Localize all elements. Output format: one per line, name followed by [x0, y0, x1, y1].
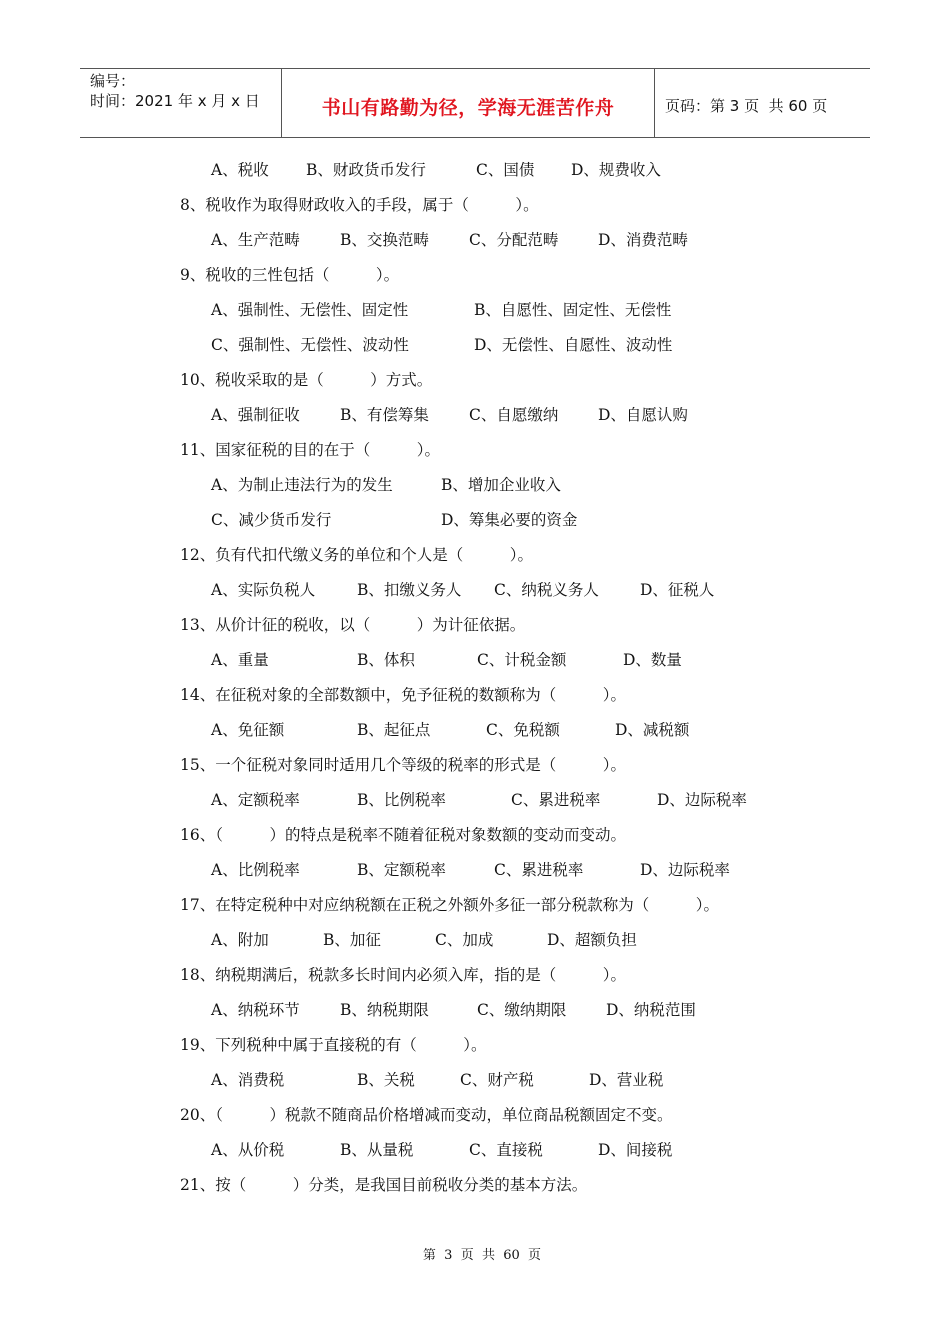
question-stem: 15、一个征税对象同时适用几个等级的税率的形式是（ ）。: [180, 756, 626, 774]
header-meta: [80, 69, 281, 137]
answer-option: C、减少货币发行: [211, 511, 332, 529]
answer-option: B、体积: [357, 651, 415, 669]
answer-option: C、缴纳期限: [477, 1001, 567, 1019]
question-stem: 11、国家征税的目的在于（ ）。: [180, 441, 440, 459]
answer-option: B、定额税率: [357, 861, 446, 879]
answer-option: D、营业税: [589, 1071, 664, 1089]
answer-option: A、税收: [211, 161, 269, 179]
answer-option: C、直接税: [469, 1141, 543, 1159]
question-stem: 12、负有代扣代缴义务的单位和个人是（ ）。: [180, 546, 533, 564]
answer-option: A、定额税率: [211, 791, 300, 809]
option-row: [180, 468, 820, 503]
answer-option: D、征税人: [640, 581, 715, 599]
answer-option: A、生产范畴: [211, 231, 300, 249]
question-stem: 18、纳税期满后，税款多长时间内必须入库，指的是（ ）。: [180, 966, 626, 984]
option-row: [180, 643, 820, 678]
answer-option: D、间接税: [598, 1141, 673, 1159]
answer-option: A、附加: [211, 931, 269, 949]
question-stem: 8、税收作为取得财政收入的手段，属于（ ）。: [180, 196, 539, 214]
answer-option: B、起征点: [357, 721, 431, 739]
answer-option: D、筹集必要的资金: [441, 511, 578, 529]
answer-option: A、重量: [211, 651, 269, 669]
document-number-label: 编号：: [90, 72, 136, 90]
option-row: [180, 328, 820, 363]
page-footer: [0, 1244, 950, 1263]
answer-option: B、增加企业收入: [441, 476, 561, 494]
option-row: [180, 1063, 820, 1098]
answer-option: A、比例税率: [211, 861, 300, 879]
answer-option: A、为制止违法行为的发生: [211, 476, 393, 494]
question-stem: 14、在征税对象的全部数额中，免予征税的数额称为（ ）。: [180, 686, 626, 704]
answer-option: C、自愿缴纳: [469, 406, 559, 424]
answer-option: D、纳税范围: [606, 1001, 696, 1019]
option-row: [180, 783, 820, 818]
option-row: [180, 153, 820, 188]
answer-option: C、计税金额: [477, 651, 567, 669]
option-row: [180, 398, 820, 433]
answer-option: B、扣缴义务人: [357, 581, 462, 599]
page-number-label: 页码：第 3 页 共 60 页: [665, 96, 828, 115]
option-row: [180, 993, 820, 1028]
option-row: [180, 713, 820, 748]
answer-option: C、财产税: [460, 1071, 534, 1089]
answer-option: C、免税额: [486, 721, 560, 739]
question-stem: 16、（ ）的特点是税率不随着征税对象数额的变动而变动。: [180, 826, 626, 844]
option-row: [180, 573, 820, 608]
answer-option: A、纳税环节: [211, 1001, 300, 1019]
option-row: [180, 293, 820, 328]
answer-option: D、自愿认购: [598, 406, 688, 424]
answer-option: B、加征: [323, 931, 381, 949]
answer-option: A、从价税: [211, 1141, 285, 1159]
answer-option: C、累进税率: [511, 791, 601, 809]
answer-option: A、免征额: [211, 721, 285, 739]
document-date-label: 时间：2021 年 x 月 x 日: [90, 92, 260, 110]
answer-option: D、无偿性、自愿性、波动性: [474, 336, 673, 354]
question-stem: 13、从价计征的税收，以（ ）为计征依据。: [180, 616, 526, 634]
answer-option: D、消费范畴: [598, 231, 688, 249]
answer-option: C、纳税义务人: [494, 581, 599, 599]
answer-option: D、规费收入: [571, 161, 661, 179]
answer-option: B、交换范畴: [340, 231, 429, 249]
question-stem: 21、按（ ）分类，是我国目前税收分类的基本方法。: [180, 1176, 588, 1194]
answer-option: C、强制性、无偿性、波动性: [211, 336, 409, 354]
option-row: [180, 1133, 820, 1168]
answer-option: C、分配范畴: [469, 231, 559, 249]
answer-option: B、有偿筹集: [340, 406, 429, 424]
answer-option: D、边际税率: [657, 791, 747, 809]
option-row: [180, 923, 820, 958]
question-stem: 19、下列税种中属于直接税的有（ ）。: [180, 1036, 487, 1054]
question-stem: 20、（ ）税款不随商品价格增减而变动，单位商品税额固定不变。: [180, 1106, 673, 1124]
question-list: [180, 153, 820, 1203]
question-stem: 10、税收采取的是（ ）方式。: [180, 371, 433, 389]
answer-option: B、比例税率: [357, 791, 446, 809]
answer-option: B、关税: [357, 1071, 415, 1089]
answer-option: C、加成: [435, 931, 494, 949]
answer-option: A、强制性、无偿性、固定性: [211, 301, 409, 319]
answer-option: C、累进税率: [494, 861, 584, 879]
answer-option: C、国债: [476, 161, 535, 179]
answer-option: B、从量税: [340, 1141, 414, 1159]
question-stem: 17、在特定税种中对应纳税额在正税之外额外多征一部分税款称为（ ）。: [180, 896, 719, 914]
motto-text: 书山有路勤为径，学海无涯苦作舟: [321, 96, 615, 119]
footer-page-number: 第 3 页 共 60 页: [422, 1248, 542, 1263]
question-stem: 9、税收的三性包括（ ）。: [180, 266, 400, 284]
option-row: [180, 853, 820, 888]
answer-option: D、减税额: [615, 721, 690, 739]
answer-option: B、纳税期限: [340, 1001, 429, 1019]
answer-option: D、边际税率: [640, 861, 730, 879]
option-row: [180, 503, 820, 538]
answer-option: A、消费税: [211, 1071, 285, 1089]
option-row: [180, 223, 820, 258]
answer-option: A、强制征收: [211, 406, 300, 424]
answer-option: D、数量: [623, 651, 682, 669]
page-header: [80, 68, 870, 138]
answer-option: B、自愿性、固定性、无偿性: [474, 301, 672, 319]
answer-option: D、超额负担: [547, 931, 637, 949]
header-page-info: [655, 69, 870, 137]
answer-option: A、实际负税人: [211, 581, 316, 599]
header-motto: [281, 69, 655, 137]
answer-option: B、财政货币发行: [306, 161, 426, 179]
